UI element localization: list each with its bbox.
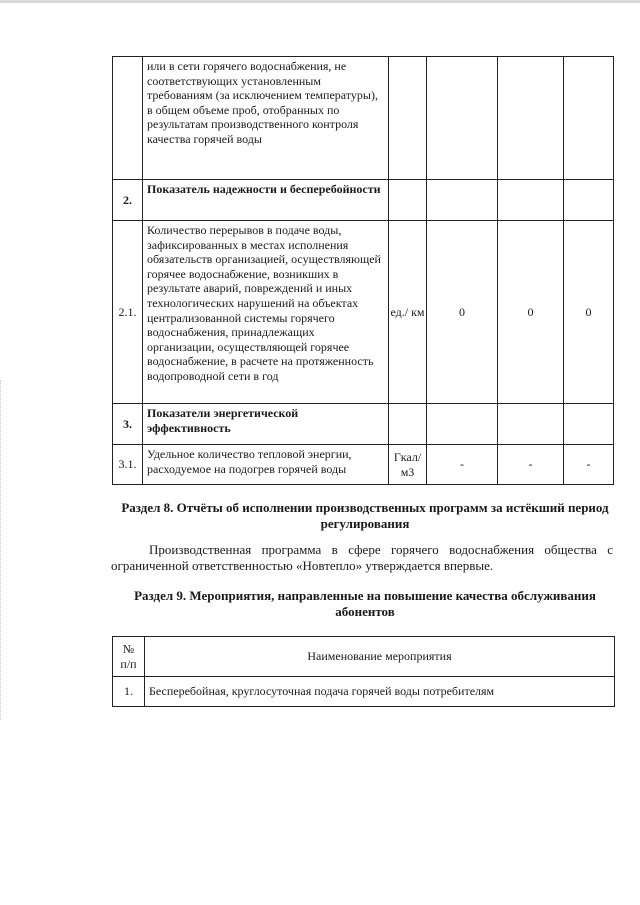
row-description: или в сети горячего водоснабжения, не соответствующих установленным требованиям (за исключением температуры), в общем объеме проб, отобранных по результатам производственного контроля качества горячей воды bbox=[143, 57, 389, 180]
unit-cell: ед./ км bbox=[389, 221, 427, 404]
value-cell bbox=[564, 404, 614, 445]
row-description: Количество перерывов в подаче воды, зафиксированных в местах исполнения обязательств организацией, осуществляющей горячее водоснабжение, возникших в результате аварий, повреждений и иных технологических нарушений на объектах централизованной системы горячего водоснабжения, принадлежащих организации, осуществляющей горячее водоснабжение, в расчете на протяженность водопроводной сети в год bbox=[143, 221, 389, 404]
unit-cell bbox=[389, 404, 427, 445]
value-cell: - bbox=[498, 445, 564, 485]
row-number: 2. bbox=[113, 180, 143, 221]
table-header-row bbox=[113, 637, 615, 677]
section-8-title: Раздел 8. Отчёты об исполнении производственных программ за истёкший период регулирования bbox=[121, 500, 609, 531]
row-number-cell bbox=[113, 57, 143, 180]
scan-top-edge bbox=[0, 0, 640, 3]
measure-number: 1. bbox=[113, 677, 145, 707]
header-name: Наименование мероприятия bbox=[145, 637, 615, 677]
paragraph-line: ограниченной ответственностью «Новтепло» утверждается впервые. bbox=[111, 558, 494, 573]
section-9-title: Раздел 9. Мероприятия, направленные на повышение качества обслуживания абонентов bbox=[134, 588, 596, 619]
value-cell bbox=[498, 404, 564, 445]
value-cell bbox=[498, 180, 564, 221]
measures-table bbox=[112, 636, 615, 707]
row-number: 3. bbox=[113, 404, 143, 445]
unit-cell: Гкал/ м3 bbox=[389, 445, 427, 485]
row-description: Удельное количество тепловой энергии, расходуемое на подогрев горячей воды bbox=[143, 445, 389, 485]
value-cell: 0 bbox=[564, 221, 614, 404]
indicators-table bbox=[112, 56, 614, 485]
header-number: № п/п bbox=[113, 637, 145, 677]
row-number: 2.1. bbox=[113, 221, 143, 404]
row-description: Показатели энергетической эффективность bbox=[143, 404, 389, 445]
measure-name: Бесперебойная, круглосуточная подача горячей воды потребителям bbox=[145, 677, 615, 707]
value-cell bbox=[427, 404, 498, 445]
value-cell bbox=[498, 57, 564, 180]
row-number: 3.1. bbox=[113, 445, 143, 485]
value-cell: 0 bbox=[498, 221, 564, 404]
value-cell bbox=[564, 180, 614, 221]
paragraph-line: Производственная программа в сфере горячего водоснабжения общества с bbox=[149, 542, 613, 557]
value-cell: 0 bbox=[427, 221, 498, 404]
table-row bbox=[113, 445, 614, 485]
value-cell bbox=[427, 180, 498, 221]
table-row bbox=[113, 677, 615, 707]
value-cell bbox=[564, 57, 614, 180]
table-row bbox=[113, 180, 614, 221]
table-row bbox=[113, 404, 614, 445]
row-description: Показатель надежности и бесперебойности bbox=[143, 180, 389, 221]
table-row bbox=[113, 221, 614, 404]
scan-left-edge bbox=[0, 380, 2, 720]
table-row bbox=[113, 57, 614, 180]
unit-cell bbox=[389, 180, 427, 221]
unit-cell bbox=[389, 57, 427, 180]
section-8-paragraph bbox=[111, 542, 613, 574]
value-cell: - bbox=[564, 445, 614, 485]
value-cell bbox=[427, 57, 498, 180]
value-cell: - bbox=[427, 445, 498, 485]
